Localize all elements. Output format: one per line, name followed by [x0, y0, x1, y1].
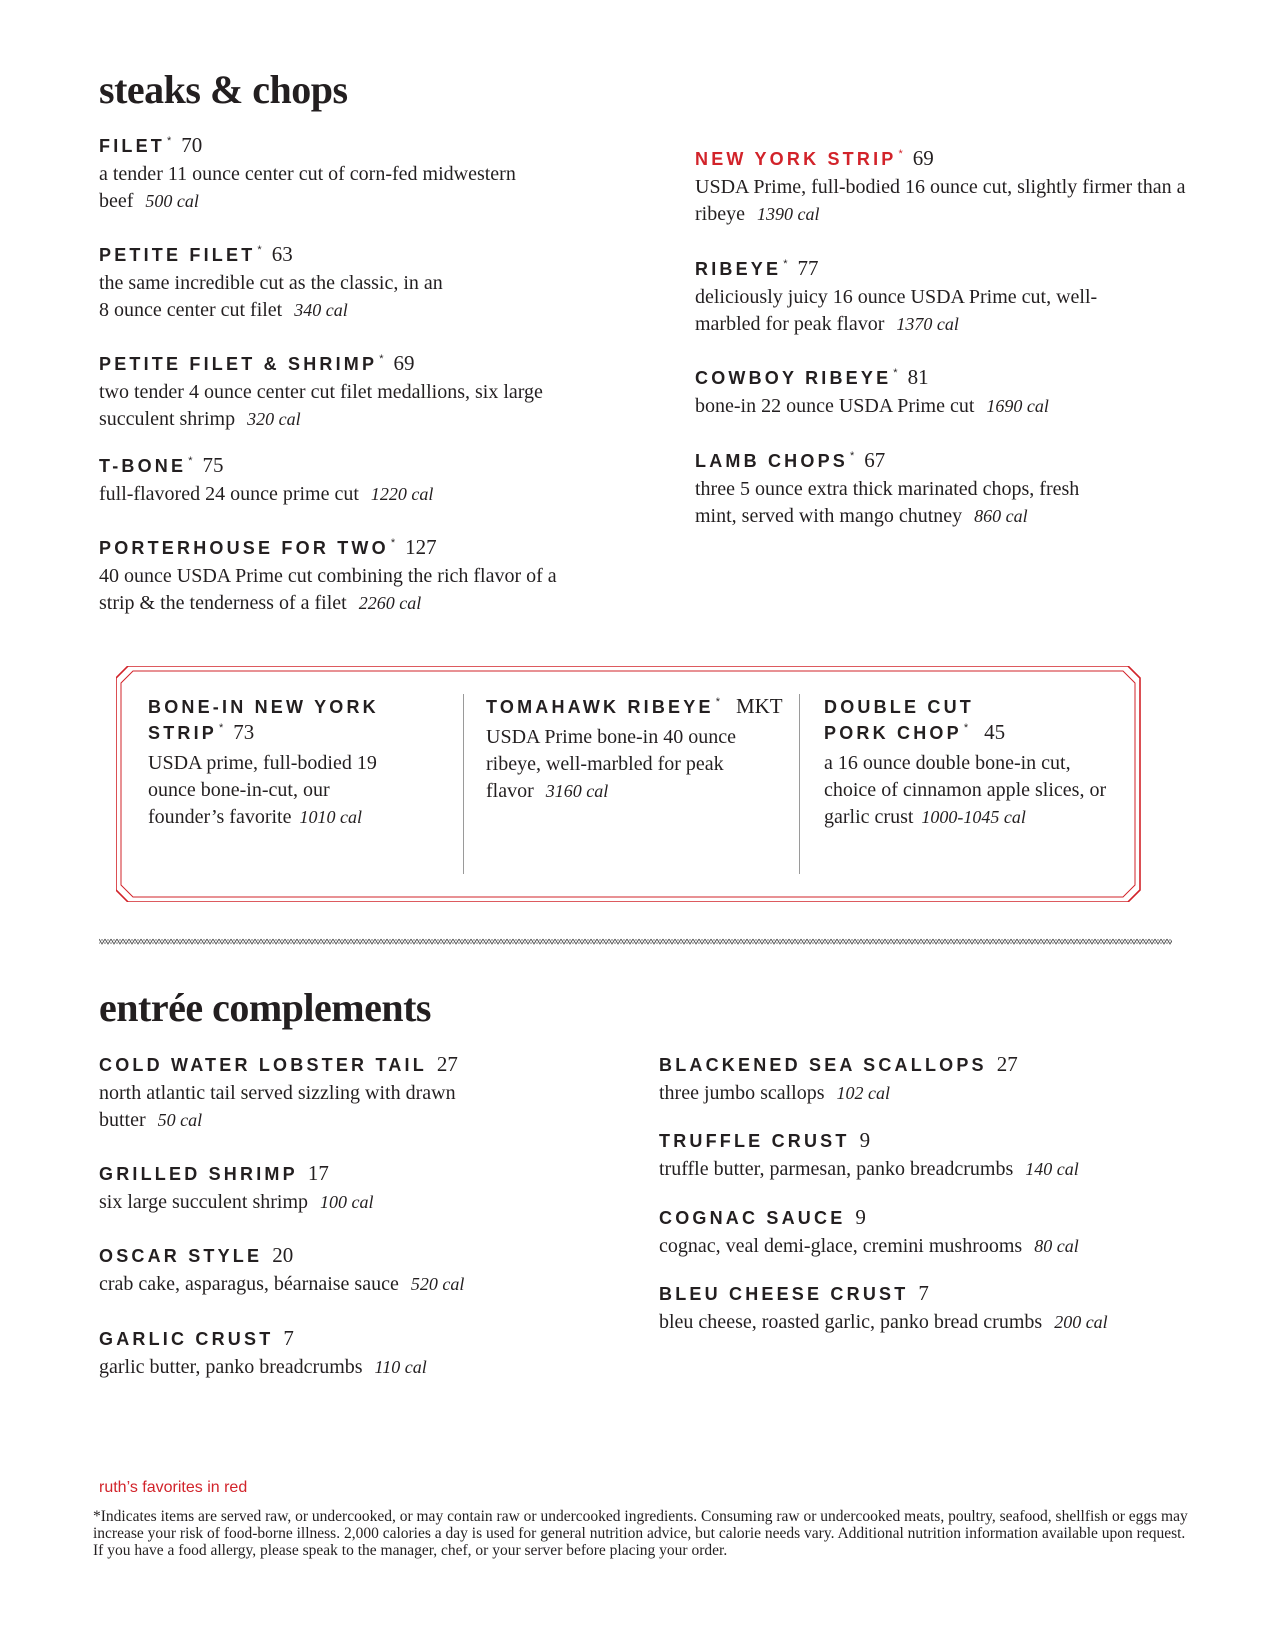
description-text: two tender 4 ounce center cut filet medallions, six large succulent shrimp — [99, 381, 543, 430]
item-description — [659, 1233, 1199, 1260]
item-description — [99, 1189, 619, 1216]
item-name: TOMAHAWK RIBEYE — [486, 697, 714, 717]
item-description — [486, 724, 771, 805]
item-price: 7 — [918, 1281, 929, 1305]
menu-item-ribeye — [695, 256, 1195, 338]
raw-food-disclaimer: *Indicates items are served raw, or undercooked, or may contain raw or undercooked ingredients. Consuming raw or undercooked meats, poultry, seafood, shellfish or eggs may increase your risk of food-borne illness. 2,000 calories a day is used for general nutrition advice, but calorie needs vary. Additional nutrition information available upon request. If you have a food allergy, please speak to the manager, chef, or your server before placing your order. — [93, 1508, 1188, 1559]
menu-item-petite-filet — [99, 242, 619, 324]
menu-item-petite-filet-shrimp — [99, 351, 619, 433]
item-name: T-BONE — [99, 456, 187, 476]
item-price: 63 — [271, 242, 293, 266]
description-text: 40 ounce USDA Prime cut combining the rich flavor of a strip & the tenderness of a filet — [99, 565, 557, 614]
description-text: deliciously juicy 16 ounce USDA Prime cut, well-marbled for peak flavor — [695, 286, 1098, 335]
description-text: the same incredible cut as the classic, in an 8 ounce center cut filet — [99, 272, 443, 321]
zigzag-divider — [99, 938, 1172, 946]
item-description — [99, 1354, 619, 1381]
menu-item-bleu-cheese-crust — [659, 1281, 1199, 1336]
menu-item-truffle-crust — [659, 1128, 1199, 1183]
item-calories: 340 cal — [294, 300, 348, 320]
item-price: 69 — [912, 146, 934, 170]
item-price: 70 — [181, 133, 203, 157]
description-text: crab cake, asparagus, béarnaise sauce — [99, 1273, 399, 1295]
column-divider — [463, 694, 464, 874]
description-text: six large succulent shrimp — [99, 1191, 309, 1213]
menu-item-garlic-crust — [99, 1326, 619, 1381]
description-text: bleu cheese, roasted garlic, panko bread crumbs — [659, 1311, 1043, 1333]
raw-asterisk: * — [715, 696, 720, 708]
item-description — [99, 563, 574, 617]
menu-item-blackened-sea-scallops — [659, 1052, 1199, 1107]
item-name: GRILLED SHRIMP — [99, 1164, 298, 1184]
item-calories: 1690 cal — [986, 396, 1049, 416]
raw-asterisk: * — [379, 353, 384, 365]
menu-item-cowboy-ribeye — [695, 365, 1195, 420]
item-name-line1: BONE-IN NEW YORK — [148, 697, 379, 717]
item-description — [148, 750, 393, 831]
item-calories: 320 cal — [247, 409, 301, 429]
item-description — [99, 481, 619, 508]
item-name: PETITE FILET — [99, 245, 256, 265]
item-calories: 2260 cal — [358, 593, 422, 613]
item-name: PORTERHOUSE FOR TWO — [99, 538, 389, 558]
description-text: a tender 11 ounce center cut of corn-fed midwestern beef — [99, 163, 516, 212]
item-price: 9 — [859, 1128, 871, 1152]
item-calories: 1220 cal — [370, 484, 434, 504]
menu-item-cognac-sauce — [659, 1205, 1199, 1260]
raw-asterisk: * — [390, 537, 396, 549]
item-description — [695, 476, 1125, 530]
item-name: PETITE FILET & SHRIMP — [99, 354, 378, 374]
item-description — [695, 174, 1195, 228]
item-name: RIBEYE — [695, 259, 782, 279]
raw-asterisk: * — [167, 135, 172, 147]
item-calories: 102 cal — [836, 1083, 891, 1103]
item-price: 75 — [202, 453, 224, 477]
item-calories: 860 cal — [974, 506, 1028, 526]
item-price: 67 — [864, 448, 886, 472]
item-calories: 80 cal — [1034, 1236, 1079, 1256]
menu-item-oscar-style — [99, 1243, 619, 1298]
section-title-steaks: steaks & chops — [99, 67, 348, 112]
item-description — [695, 393, 1195, 420]
item-calories: 200 cal — [1054, 1312, 1108, 1332]
raw-asterisk: * — [850, 450, 855, 462]
item-name: COWBOY RIBEYE — [695, 368, 892, 388]
item-description — [99, 1271, 619, 1298]
item-name: GARLIC CRUST — [99, 1329, 274, 1349]
menu-item-grilled-shrimp — [99, 1161, 619, 1216]
raw-asterisk: * — [893, 367, 898, 379]
item-name: COGNAC SAUCE — [659, 1208, 846, 1228]
item-price: 9 — [855, 1205, 866, 1229]
item-calories: 110 cal — [374, 1357, 427, 1377]
item-description — [824, 750, 1124, 831]
item-name-favorite: NEW YORK STRIP — [695, 149, 897, 169]
description-text: full-flavored 24 ounce prime cut — [99, 483, 359, 505]
description-text: truffle butter, parmesan, panko breadcrumbs — [659, 1158, 1014, 1180]
featured-item-tomahawk-ribeye — [486, 694, 791, 805]
item-price: 27 — [436, 1052, 458, 1076]
description-text: three 5 ounce extra thick marinated chops, fresh mint, served with mango chutney — [695, 478, 1080, 527]
raw-asterisk: * — [219, 722, 224, 734]
item-name: FILET — [99, 136, 165, 156]
item-name-line1: DOUBLE CUT — [824, 697, 974, 717]
item-description — [659, 1156, 1199, 1183]
description-text: USDA Prime bone-in 40 ounce ribeye, well-marbled for peak flavor — [486, 726, 736, 802]
favorites-note: ruth’s favorites in red — [99, 1479, 248, 1496]
item-description — [659, 1080, 1199, 1107]
item-price: MKT — [735, 694, 783, 718]
item-description — [99, 161, 569, 215]
item-description — [695, 284, 1115, 338]
featured-item-double-cut-pork-chop — [824, 694, 1124, 831]
item-calories: 520 cal — [410, 1274, 465, 1294]
item-calories: 1370 cal — [896, 314, 959, 334]
description-text: cognac, veal demi-glace, cremini mushrooms — [659, 1235, 1023, 1257]
raw-asterisk: * — [257, 244, 262, 256]
menu-item-t-bone — [99, 453, 619, 508]
item-price: 77 — [797, 256, 819, 280]
item-name: BLEU CHEESE CRUST — [659, 1284, 909, 1304]
item-name: LAMB CHOPS — [695, 451, 848, 471]
column-divider — [799, 694, 800, 874]
raw-asterisk: * — [898, 148, 903, 160]
description-text: three jumbo scallops — [659, 1082, 825, 1104]
raw-asterisk: * — [963, 722, 969, 734]
description-text: garlic butter, panko breadcrumbs — [99, 1356, 363, 1378]
raw-asterisk: * — [188, 455, 193, 467]
item-description — [99, 1080, 504, 1134]
menu-item-new-york-strip — [695, 146, 1195, 228]
item-calories: 3160 cal — [545, 781, 609, 801]
item-calories: 1000-1045 cal — [921, 807, 1026, 827]
item-price: 73 — [233, 720, 255, 744]
item-price: 20 — [272, 1243, 294, 1267]
section-title-complements: entrée complements — [99, 985, 431, 1030]
item-calories: 140 cal — [1025, 1159, 1079, 1179]
menu-item-cold-water-lobster-tail — [99, 1052, 619, 1134]
item-price: 27 — [996, 1052, 1018, 1076]
item-price: 45 — [984, 720, 1006, 744]
item-calories: 500 cal — [145, 191, 199, 211]
item-description — [99, 270, 444, 324]
item-price: 81 — [907, 365, 929, 389]
item-name: OSCAR STYLE — [99, 1246, 263, 1266]
item-calories: 50 cal — [157, 1110, 203, 1130]
item-name-line2: STRIP — [148, 723, 218, 743]
item-name-line2: PORK CHOP — [824, 723, 962, 743]
description-text: a 16 ounce double bone-in cut, choice of cinnamon apple slices, or garlic crust — [824, 752, 1107, 828]
item-price: 127 — [405, 535, 437, 559]
item-price: 17 — [307, 1161, 329, 1185]
description-text: bone-in 22 ounce USDA Prime cut — [695, 395, 975, 417]
item-name: BLACKENED SEA SCALLOPS — [659, 1055, 987, 1075]
item-price: 69 — [393, 351, 415, 375]
item-calories: 1010 cal — [299, 807, 362, 827]
description-text: north atlantic tail served sizzling with drawn butter — [99, 1082, 456, 1131]
item-calories: 1390 cal — [756, 204, 820, 224]
item-description — [659, 1309, 1199, 1336]
menu-item-filet — [99, 133, 619, 215]
item-description — [99, 379, 589, 433]
featured-cuts-box — [116, 666, 1143, 902]
item-name: TRUFFLE CRUST — [659, 1131, 850, 1151]
menu-item-lamb-chops — [695, 448, 1195, 530]
description-text: USDA prime, full-bodied 19 ounce bone-in-cut, our founder’s favorite — [148, 752, 377, 828]
menu-item-porterhouse — [99, 535, 619, 617]
item-name: COLD WATER LOBSTER TAIL — [99, 1055, 427, 1075]
featured-item-bone-in-new-york-strip — [148, 694, 448, 831]
item-price: 7 — [283, 1326, 294, 1350]
item-calories: 100 cal — [320, 1192, 374, 1212]
raw-asterisk: * — [783, 258, 788, 270]
description-text: USDA Prime, full-bodied 16 ounce cut, slightly firmer than a ribeye — [695, 176, 1186, 225]
